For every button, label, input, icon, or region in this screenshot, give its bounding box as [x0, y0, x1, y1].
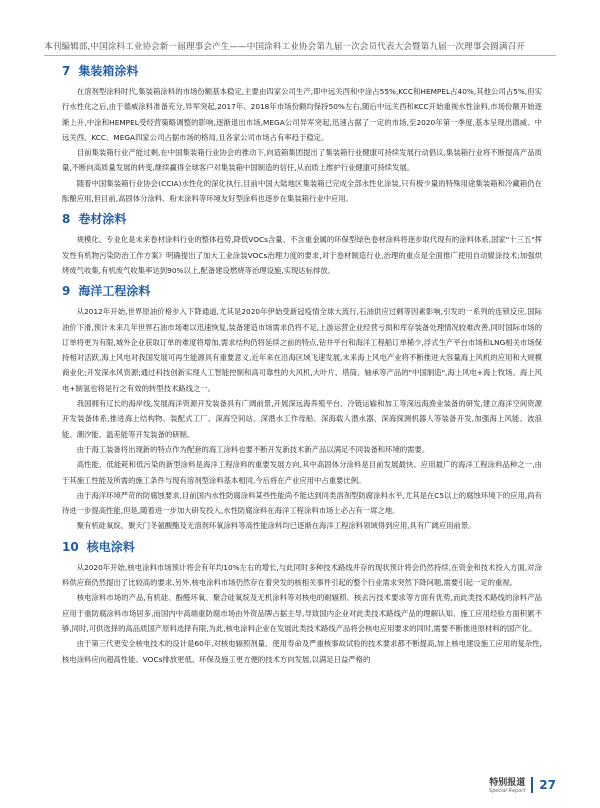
section-marine-coating: [62, 282, 542, 533]
page-footer: [489, 775, 556, 794]
paragraph: 从2020年开始,核电涂料市场预计将会有年均10%左右的增长,与此同时多种技术路线并存的现状预计将会仍然持续,在资金和技术投入方面,对涂料供应商仍然提出了比较高的要求,另外,核电涂料市场仍然存在着突发的核相关事件引起的整个行业需求突然下降问题,需要引起一定的重视。: [62, 562, 542, 588]
paragraph: 目前集装箱行业产能过剩,在中国集装箱行业协会的推动下,向造箱集团提出了集装箱行业健康可持续发展行动倡议,集装箱行业将不断提高产品质量,不断向高质量发展的转变,继续赢得全球客户对集装箱中国制造的信任,从而质上维护行业健康可持续发展。: [62, 148, 542, 173]
section-heading: [62, 62, 542, 80]
footer-label-cn: 特别报道: [489, 778, 526, 788]
section-nuclear-coating: [62, 538, 542, 667]
paragraph: 规模化、专业化是未来卷材涂料行业的整体趋势,降低VOCs含量、不含重金属的环保型绿色卷材涂料将逐步取代现有的涂料体系,国家"十三五"挥发性有机物污染防治工作方案》明确提出了加大工业涂装VOCs治理力度的要求,对于卷材制造行业,治理的重点是全面推广使用自动辊涂技术;加强烘烤废气收集,有机废气收集率达到90%以上,配备建设燃烧等治理设施,实现达标排放。: [62, 235, 542, 275]
paragraph: 我国拥有辽长的海岸线,发展海洋资源开发装备具有广阔前景,开展深远海养殖平台、冷链运输和加工等深远海渔业装备的研发,建立海洋空间资源开发装备体系,推进海上结构物、装配式工厂、深海空间站、深潜水工作母船、深海载人潜水器、深海探测机器人等装备开发,加强海上风能、波浪能、潮汐能、温差能等开发装备的研制。: [62, 399, 542, 439]
section-title: 卷材涂料: [78, 212, 127, 227]
paragraph: 由于第三代更安全核电技术的设计是60年,对核电辐照剂量、使用寿命及严重核事故试验的技术要求都不断提高,加上核电建设施工应用的复杂性,核电涂料应向超高性能、VOCs排放更低、环保及施工更方便的技术方向发展,以满足日益严格的: [62, 639, 542, 664]
section-number: 8: [62, 212, 71, 227]
paragraph: 由于海洋环境严苛的防腐蚀要求,目前国内水性防腐涂料某些性能尚不能达到同类溶剂型防腐涂料水平,尤其是在C5以上的腐蚀环境下的应用,尚有待进一步提高性能,但是,随着进一步加大研发投入,水性防腐涂料在海洋工程涂料市场上必占有一席之地。: [62, 490, 542, 516]
article-body: [62, 62, 542, 671]
paragraph: 在溶剂型涂料时代,集装箱涂料的市场份额基本稳定,主要由四家公司生产,即中远关西和中涂占55%,KCC和HEMPEL占40%,其他公司占5%,但实行水性化之后,由于德威涂料准备充分,异军突起,2017年、2018年市场份额均保持50%左右,随后中远关西和KCC开始重视水性涂料,市场份额开始逐渐上升,中涂和HEMPEL受经营策略调整的影响,逐渐退出市场,MEGA公司异军突起,迅速占据了一定的市场,至2020年第一季度,基本呈现出德威、中远关西、KCC、MEGA四家公司占据市场的格局,且各家公司市场占有率趋于稳定。: [62, 87, 542, 142]
paragraph: 从2012年开始,世界原油价格步入下降通道,尤其是2020年伊始受新冠疫情全球大流行,石油供应过剩等因素影响,引发的一系列的连锁反应,国际油价下滑,预计未来几年世界石油市场难以迅速恢复,装备建造市场需求仍将不足,上游运营企业经营亏损和库存装备处理情况较难改善,同时国际市场的订单将更为有限,城外企业获取订单的难度将增加,需求结构仍将延续之前的特点,钻井平台和海洋工程船订单稀少,浮式生产平台市场和LNG相关市场保持相对活跃,海上风电对我国发展可再生能源具有重要意义,近年来在沿海区域飞速发展,未来海上风电产业将不断推进大容量海上风机的应用和大规模商业化;开发深水风资源;通过科技创新实现人工智能控制和高可靠性的大风机,大叶片、塔筒、轴承等产品的"中国制造",海上风电+海上牧场、海上风电+制氢也将是行之有效的转型技术路线之一。: [62, 307, 542, 393]
running-header: [0, 0, 600, 56]
paragraph: 随着中国集装箱行业协会(CCIA)水性化的深化执行,目前中国大陆地区集装箱已完成全部水性化涂装,只有极少量的特殊用途集装箱和冷藏箱仍在酝酿应用,但目前,高固体分涂料、粉末涂料等环境友好型涂料也逐步在集装箱行业中应用。: [62, 178, 542, 204]
paragraph: 聚有机硅氧烷、聚天门冬氨酸酯及无溶剂环氧涂料等高性能涂料均已逐渐在海洋工程涂料领域得到应用,具有广阔应用前景。: [76, 521, 476, 531]
section-number: 9: [62, 284, 71, 299]
footer-label-en: Special Report: [488, 788, 526, 794]
paragraph: 高性能、低能耗和低污染的新型涂料是海洋工程涂料的重要发展方向,其中高固体分涂料是目前发展最快、应用最广的海洋工程涂料品种之一,由于其施工性能及所需的施工条件与现有溶剂型涂料基本相同,今后将在产业应用中占重要比例。: [62, 460, 542, 485]
section-container-encoding: [62, 62, 542, 206]
section-heading: [62, 538, 542, 556]
section-number: 7: [62, 64, 71, 78]
section-heading: [62, 210, 542, 228]
section-number: 10: [62, 539, 79, 554]
section-coil-coating: [62, 210, 542, 278]
section-title: 核电涂料: [86, 539, 135, 554]
paragraph: 核电涂料市场的产品,有机硅、酚醛环氧、聚合硅氧烷及无机涂料等对核电的耐辐照、核去污技术要求等方面有优势,而此类技术路线的涂料产品应用于重防腐涂料市场居多,而国内中高端重防腐市场由外资品牌占据主导,导致国内企业对此类技术路线产品的理解认知、施工应用经验方面积累不够,同时,可供选择的高品质国产原料选择有限,为此,核电涂料企业在发展此类技术路线产品将会核电应用要求的同时,需要不断推进原材料的国产化。: [62, 593, 542, 633]
running-header-text: 本刊编辑部,中国涂料工业协会新一届理事会产生——中国涂料工业协会第九届一次会员代表大会暨第九届一次理事会圆满召开: [44, 42, 525, 52]
header-divider: [44, 55, 556, 56]
footer-divider: [531, 777, 533, 793]
section-heading: [62, 282, 542, 300]
page-number: 27: [539, 777, 556, 792]
footer-section-label: [489, 775, 525, 794]
paragraph: 由于海工装备将出现新的特点作为配套的海工涂料也要不断开发新技术新产品以满足不同装备和环境的需要。: [76, 444, 430, 454]
section-title: 集装箱涂料: [78, 64, 139, 78]
section-title: 海洋工程涂料: [78, 284, 151, 299]
